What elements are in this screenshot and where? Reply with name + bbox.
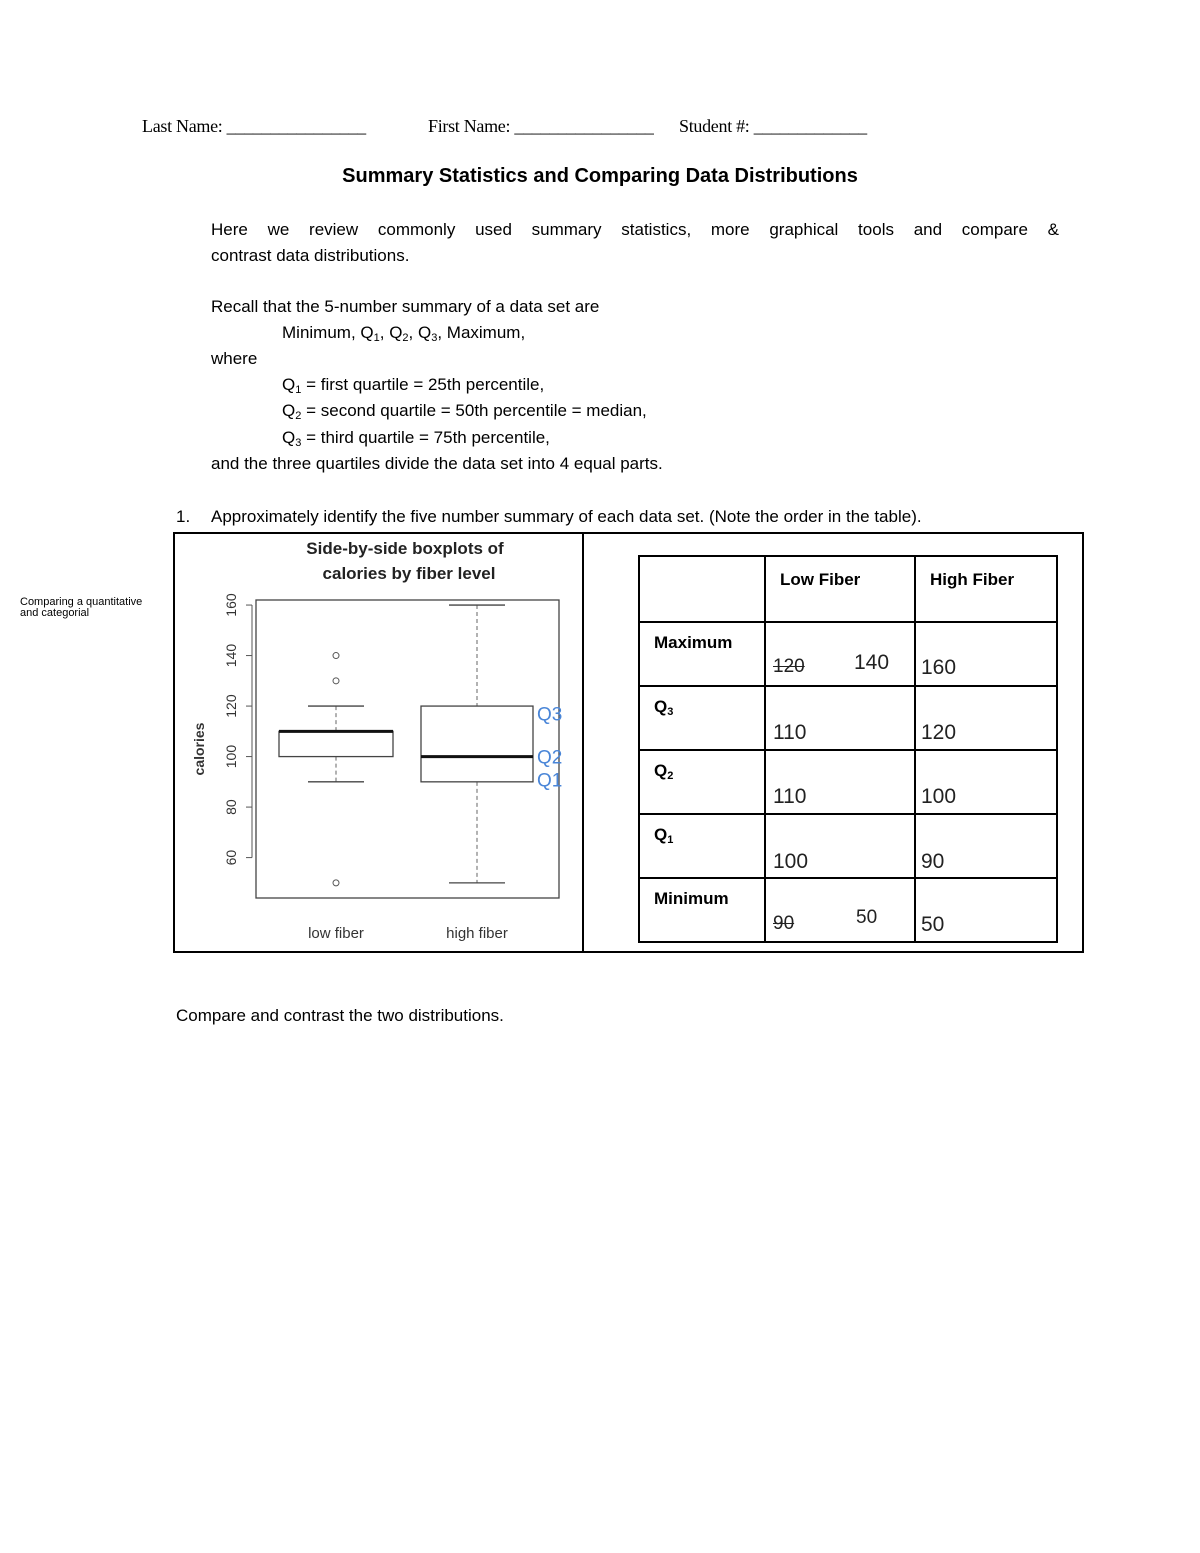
low-fiber-min-cell[interactable] [765,878,915,942]
y-tick-label-80: 80 [223,799,239,815]
x-tick-label-low-fiber: low fiber [308,925,364,942]
y-tick-label-100: 100 [223,744,239,769]
y-tick-label-140: 140 [223,643,239,668]
low-fiber-q3-cell[interactable] [765,686,915,750]
high-fiber-q3-cell[interactable] [915,686,1057,750]
margin-note [20,597,142,619]
q2-definition: $Q_2$ = second quartile = 50th percentile = median, [282,401,647,422]
intro-line-2: contrast data distributions. [211,246,410,265]
table-row [639,622,1057,686]
quartiles-closing: and the three quartiles divide the data set into 4 equal parts. [211,454,663,473]
chart-title-line-2: calories by fiber level [322,564,496,583]
row-label-q2: $Q_2$ [654,761,674,782]
student-number-field: Student #: _____________ [679,116,867,136]
low-q3-value: 110 [773,721,807,744]
low-fiber-max-cell[interactable] [765,622,915,686]
table-row [639,750,1057,814]
question-text: Approximately identify the five number summary of each data set. (Note the order in the table). [211,507,922,526]
table-row [639,814,1057,878]
header-low-fiber [765,556,915,622]
first-name-field: First Name: ________________ [428,116,654,136]
annotation-q2: Q2 [537,747,563,769]
low-fiber-q1-cell[interactable] [765,814,915,878]
high-q3-value: 120 [921,721,957,744]
row-label-q1: $Q_1$ [654,825,674,846]
boxplot-chart [176,535,580,951]
row-label-cell [639,686,765,750]
compare-prompt: Compare and contrast the two distributions. [176,1006,504,1025]
five-number-list: Minimum, $Q_1$, $Q_2$, $Q_3$, Maximum, [282,323,526,344]
header-high-fiber-label: High Fiber [930,570,1015,589]
y-tick-label-160: 160 [223,593,239,617]
high-fiber-min-cell[interactable] [915,878,1057,942]
row-label-maximum: Maximum [654,633,733,652]
low-q2-value: 110 [773,785,807,808]
question-number: 1. [176,507,191,526]
high-fiber-q2-cell[interactable] [915,750,1057,814]
last-name-field: Last Name: ________________ [142,116,366,136]
low-max-value: 140 [854,651,890,674]
low-fiber-outlier-50 [333,880,339,886]
recall-line: Recall that the 5-number summary of a data set are [211,297,600,316]
box-divider [582,532,584,953]
table-row [639,878,1057,942]
row-label-minimum: Minimum [654,889,729,908]
table-row [639,686,1057,750]
header-high-fiber [915,556,1057,622]
q1-definition: $Q_1$ = first quartile = 25th percentile, [282,375,545,396]
low-min-struck-value: 90 [773,913,795,934]
annotation-q3: Q3 [537,704,563,726]
page-title: Summary Statistics and Comparing Data Distributions [342,165,858,187]
low-min-value: 50 [856,907,878,928]
y-tick-label-60: 60 [223,849,239,866]
high-fiber-max-cell[interactable] [915,622,1057,686]
header-low-fiber-label: Low Fiber [780,570,861,589]
where-label: where [211,349,258,368]
margin-note-line-1: Comparing a quantitative [20,596,143,608]
row-label-cell [639,622,765,686]
annotation-q1: Q1 [537,770,563,792]
row-label-cell [639,878,765,942]
high-fiber-q1-cell[interactable] [915,814,1057,878]
table-header-row [639,556,1057,622]
high-q1-value: 90 [921,850,945,873]
low-max-struck-value: 120 [773,656,805,677]
chart-title-line-1: Side-by-side boxplots of [306,539,504,558]
row-label-cell [639,814,765,878]
high-max-value: 160 [921,656,957,679]
margin-note-line-2: and categorial [20,607,90,619]
table-corner-cell [639,556,765,622]
intro-line-1: Here we review commonly used summary statistics, more graphical tools and compare & [211,220,1059,239]
row-label-q3: $Q_3$ [654,697,674,718]
high-q2-value: 100 [921,785,957,808]
high-min-value: 50 [921,913,945,936]
y-axis-label: calories [191,722,207,776]
low-fiber-outlier-130 [333,678,339,684]
low-fiber-box [279,731,393,756]
five-number-summary-table [638,555,1058,943]
low-fiber-outlier-140 [333,653,339,659]
row-label-cell [639,750,765,814]
y-tick-label-120: 120 [223,694,239,718]
low-fiber-q2-cell[interactable] [765,750,915,814]
low-q1-value: 100 [773,850,809,873]
high-fiber-box [421,706,533,782]
x-tick-label-high-fiber: high fiber [446,925,508,942]
q3-definition: $Q_3$ = third quartile = 75th percentile, [282,428,550,449]
